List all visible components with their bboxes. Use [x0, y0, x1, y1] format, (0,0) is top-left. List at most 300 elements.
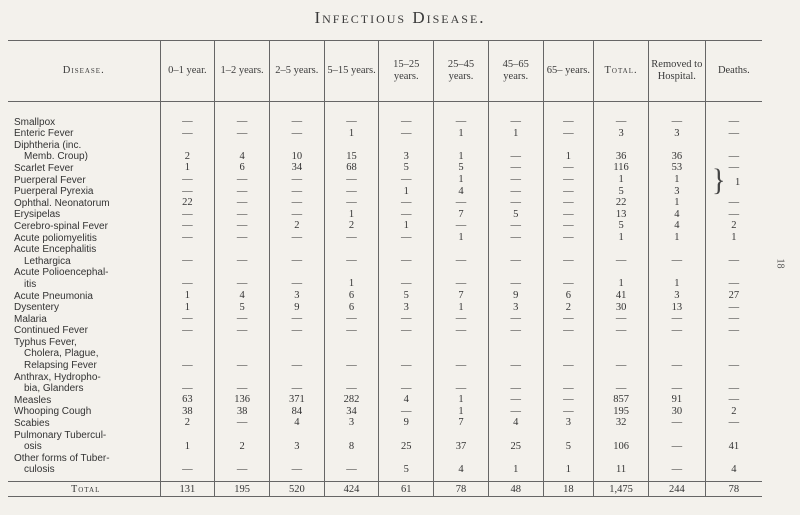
table-cell [594, 267, 649, 279]
table-cell: — [594, 325, 649, 337]
disease-name: Acute Polioencephal- [8, 267, 160, 279]
table-cell: 4 [648, 220, 705, 232]
table-cell: 1 [434, 151, 489, 163]
table-cell: — [543, 406, 594, 418]
table-cell: — [543, 209, 594, 221]
table-cell: — [488, 313, 543, 325]
table-cell: — [269, 128, 324, 140]
table-cell: — [379, 255, 434, 267]
disease-name: Scabies [8, 417, 160, 429]
table-cell [269, 429, 324, 441]
total-label: Total [8, 482, 160, 497]
table-row [8, 371, 762, 383]
table-cell: 1 [731, 231, 737, 243]
table-cell: — [215, 232, 270, 244]
table-cell [648, 139, 705, 151]
table-cell: — [379, 128, 434, 140]
table-cell: — [269, 464, 324, 476]
table-cell: 1 [648, 197, 705, 209]
table-cell: — [543, 359, 594, 371]
disease-name: Cholera, Plague, [8, 348, 160, 360]
table-cell [594, 429, 649, 441]
table-cell: — [215, 209, 270, 221]
table-cell: — [160, 186, 215, 198]
disease-name: Acute poliomyelitis [8, 232, 160, 244]
table-cell: 5 [215, 302, 270, 314]
total-cell: 78 [434, 482, 489, 497]
table-cell: 2 [160, 417, 215, 429]
table-cell: — [324, 197, 379, 209]
disease-name: Puerperal Fever [8, 174, 160, 186]
table-cell: 857 [594, 394, 649, 406]
table-cell [488, 244, 543, 256]
disease-name: Smallpox [8, 116, 160, 128]
table-cell: 4 [648, 209, 705, 221]
table-cell: 5 [434, 162, 489, 174]
table-cell: — [160, 313, 215, 325]
disease-name: itis [8, 278, 160, 290]
table-cell [543, 348, 594, 360]
table-cell: — [488, 116, 543, 128]
table-cell: 41 [594, 290, 649, 302]
disease-name: Other forms of Tuber- [8, 452, 160, 464]
table-cell: — [215, 313, 270, 325]
table-row [8, 452, 762, 464]
puerperal-combined-deaths: 1 [735, 177, 741, 188]
total-cell: 18 [543, 482, 594, 497]
table-cell: 1 [379, 186, 434, 198]
table-cell: — [648, 383, 705, 395]
table-cell: — [434, 197, 489, 209]
table-cell: — [434, 325, 489, 337]
table-cell: 2 [731, 220, 737, 232]
table-cell: 1 [379, 220, 434, 232]
table-cell [705, 267, 762, 279]
table-cell [648, 371, 705, 383]
table-cell: — [324, 325, 379, 337]
table-row [8, 336, 762, 348]
table-cell: 32 [594, 417, 649, 429]
table-cell [324, 429, 379, 441]
table-cell: — [594, 359, 649, 371]
total-cell: 48 [488, 482, 543, 497]
table-cell: — [269, 359, 324, 371]
table-cell: — [215, 278, 270, 290]
table-cell [324, 336, 379, 348]
table-cell: — [543, 220, 594, 232]
table-cell: 4 [379, 394, 434, 406]
table-cell [434, 371, 489, 383]
table-cell: 22 [160, 197, 215, 209]
table-row [8, 313, 762, 325]
table-cell: — [434, 255, 489, 267]
table-cell [543, 336, 594, 348]
table-cell [379, 348, 434, 360]
table-cell [269, 336, 324, 348]
table-cell [594, 244, 649, 256]
table-cell: — [543, 383, 594, 395]
table-cell [324, 348, 379, 360]
column-header: 25–45 years. [434, 41, 489, 102]
table-cell: — [269, 116, 324, 128]
table-cell: 9 [269, 302, 324, 314]
table-cell [594, 336, 649, 348]
column-header: 15–25 years. [379, 41, 434, 102]
table-cell: 3 [379, 302, 434, 314]
table-cell: 1 [648, 278, 705, 290]
table-cell: — [324, 383, 379, 395]
table-cell: — [488, 325, 543, 337]
table-cell [594, 348, 649, 360]
table-cell: 1 [488, 464, 543, 476]
column-header: 0–1 year. [160, 41, 215, 102]
table-cell: 2 [324, 220, 379, 232]
table-cell [379, 371, 434, 383]
table-cell [160, 267, 215, 279]
table-cell: 4 [215, 151, 270, 163]
disease-name: Typhus Fever, [8, 336, 160, 348]
table-cell [648, 452, 705, 464]
table-cell: 3 [269, 441, 324, 453]
table-cell [269, 348, 324, 360]
table-cell: — [324, 464, 379, 476]
table-cell: — [215, 417, 270, 429]
table-cell: — [434, 383, 489, 395]
table-row [8, 116, 762, 128]
table-row [8, 383, 762, 395]
table-cell: 1 [324, 209, 379, 221]
table-cell [160, 244, 215, 256]
table-cell [434, 267, 489, 279]
table-cell: 13 [594, 209, 649, 221]
table-cell: — [488, 383, 543, 395]
table-cell: 91 [648, 394, 705, 406]
total-cell: 131 [160, 482, 215, 497]
table-row [8, 348, 762, 360]
table-cell: 282 [324, 394, 379, 406]
table-cell: — [648, 325, 705, 337]
table-cell: — [215, 325, 270, 337]
table-cell: 8 [324, 441, 379, 453]
table-cell [379, 139, 434, 151]
table-cell: — [543, 278, 594, 290]
table-cell: 1 [160, 302, 215, 314]
table-cell [434, 429, 489, 441]
table-cell: — [269, 232, 324, 244]
column-header: 2–5 years. [269, 41, 324, 102]
table-cell: — [215, 383, 270, 395]
table-cell [543, 452, 594, 464]
table-cell: — [543, 313, 594, 325]
table-row [8, 174, 762, 186]
table-cell: 1 [543, 464, 594, 476]
table-cell: — [728, 127, 740, 139]
table-cell: 1 [324, 128, 379, 140]
table-cell: — [379, 278, 434, 290]
table-cell: — [594, 383, 649, 395]
table-cell: — [488, 278, 543, 290]
table-row [8, 186, 762, 198]
table-cell: 4 [434, 186, 489, 198]
table-cell: — [543, 325, 594, 337]
table-cell: 63 [160, 394, 215, 406]
table-cell: — [215, 464, 270, 476]
table-cell: 4 [731, 463, 737, 475]
table-cell [324, 371, 379, 383]
page-number: 18 [774, 258, 786, 269]
table-cell: 27 [728, 289, 740, 301]
table-cell [215, 244, 270, 256]
disease-name: Acute Pneumonia [8, 290, 160, 302]
table-row [8, 417, 762, 429]
table-cell: — [160, 174, 215, 186]
table-cell: — [488, 220, 543, 232]
table-cell [269, 139, 324, 151]
table-cell: 5 [543, 441, 594, 453]
table-cell: — [728, 394, 740, 406]
table-cell: — [728, 278, 740, 290]
table-cell: 36 [648, 151, 705, 163]
column-header: Removed to Hospital. [648, 41, 705, 102]
table-cell: — [434, 116, 489, 128]
table-row [8, 441, 762, 453]
table-cell: — [379, 116, 434, 128]
table-cell [215, 429, 270, 441]
table-cell: 195 [594, 406, 649, 418]
table-cell: 2 [731, 405, 737, 417]
table-cell: — [379, 197, 434, 209]
table-cell: 4 [215, 290, 270, 302]
column-header: 65– years. [543, 41, 594, 102]
table-cell: 6 [543, 290, 594, 302]
table-cell: — [160, 325, 215, 337]
table-cell: — [379, 406, 434, 418]
disease-name: Erysipelas [8, 209, 160, 221]
table-cell: — [379, 359, 434, 371]
table-cell [648, 336, 705, 348]
table-cell: — [324, 232, 379, 244]
column-header: Total. [594, 41, 649, 102]
table-row [8, 290, 762, 302]
table-cell [215, 139, 270, 151]
table-cell [488, 371, 543, 383]
table-cell: 4 [488, 417, 543, 429]
table-cell: — [648, 417, 705, 429]
table-row [8, 464, 762, 476]
table-cell: 4 [434, 464, 489, 476]
column-header: 5–15 years. [324, 41, 379, 102]
total-cell: 78 [705, 482, 762, 497]
table-cell: — [488, 232, 543, 244]
table-cell: — [269, 255, 324, 267]
total-cell: 195 [215, 482, 270, 497]
disease-name: Pulmonary Tubercul- [8, 429, 160, 441]
table-cell: 1 [434, 406, 489, 418]
table-cell: — [215, 359, 270, 371]
table-cell: 5 [594, 220, 649, 232]
table-cell: — [379, 174, 434, 186]
table-cell: — [379, 325, 434, 337]
table-cell: — [269, 174, 324, 186]
table-cell: 1 [160, 290, 215, 302]
table-cell: 1 [594, 278, 649, 290]
table-cell: — [160, 128, 215, 140]
disease-name: Whooping Cough [8, 406, 160, 418]
table-cell: — [324, 174, 379, 186]
table-cell: 7 [434, 290, 489, 302]
table-cell: 5 [488, 209, 543, 221]
table-cell [488, 267, 543, 279]
table-cell: 9 [379, 417, 434, 429]
table-cell: — [488, 197, 543, 209]
table-cell: — [488, 406, 543, 418]
table-cell [269, 452, 324, 464]
table-cell: 3 [648, 128, 705, 140]
table-cell: 34 [269, 162, 324, 174]
table-cell: — [160, 116, 215, 128]
table-cell: — [160, 220, 215, 232]
table-cell: 15 [324, 151, 379, 163]
table-cell: 2 [215, 441, 270, 453]
header-row [8, 41, 762, 102]
table-cell [160, 139, 215, 151]
disease-name: Relapsing Fever [8, 359, 160, 371]
table-cell: — [434, 359, 489, 371]
table-cell [379, 429, 434, 441]
table-cell: — [728, 150, 740, 162]
table-cell: — [728, 208, 740, 220]
table-cell: 1 [543, 151, 594, 163]
table-cell: — [648, 464, 705, 476]
disease-name: Dysentery [8, 302, 160, 314]
disease-name: Acute Encephalitis [8, 244, 160, 256]
table-cell [705, 139, 762, 151]
disease-name: osis [8, 441, 160, 453]
table-cell: — [379, 313, 434, 325]
table-cell: — [215, 220, 270, 232]
disease-name: Cerebro-spinal Fever [8, 220, 160, 232]
table-cell [705, 371, 762, 383]
table-cell: 136 [215, 394, 270, 406]
table-cell: — [434, 220, 489, 232]
table-row [8, 359, 762, 371]
table-cell: — [160, 255, 215, 267]
table-cell: 68 [324, 162, 379, 174]
table-cell [160, 429, 215, 441]
table-cell [594, 452, 649, 464]
table-cell: 10 [269, 151, 324, 163]
table-cell: 9 [488, 290, 543, 302]
table-cell: 6 [215, 162, 270, 174]
table-cell: 116 [594, 162, 649, 174]
table-cell: 1 [324, 278, 379, 290]
table-cell [379, 336, 434, 348]
table-cell: — [648, 359, 705, 371]
table-cell [543, 139, 594, 151]
table-cell: — [324, 359, 379, 371]
table-cell: 1 [160, 162, 215, 174]
brace-symbol: } [712, 163, 726, 198]
table-cell: — [324, 255, 379, 267]
disease-name: Puerperal Pyrexia [8, 186, 160, 198]
table-row [8, 278, 762, 290]
table-cell: 6 [324, 290, 379, 302]
table-cell: — [728, 313, 740, 325]
table-cell: 1 [488, 128, 543, 140]
table-cell: — [728, 301, 740, 313]
disease-name: bia, Glanders [8, 383, 160, 395]
table-cell [434, 348, 489, 360]
table-cell: — [648, 116, 705, 128]
table-cell: 3 [379, 151, 434, 163]
disease-name: Memb. Croup) [8, 151, 160, 163]
table-cell: — [215, 128, 270, 140]
table-cell [543, 267, 594, 279]
total-cell: 520 [269, 482, 324, 497]
table-cell [488, 348, 543, 360]
column-header: Disease. [8, 41, 160, 102]
table-cell: — [269, 313, 324, 325]
table-cell: — [648, 441, 705, 453]
table-cell: 25 [379, 441, 434, 453]
table-cell [648, 244, 705, 256]
table-cell: — [488, 359, 543, 371]
table-cell: 3 [324, 417, 379, 429]
table-cell [215, 336, 270, 348]
table-cell: — [160, 209, 215, 221]
table-row [8, 220, 762, 232]
table-row [8, 406, 762, 418]
table-cell [594, 371, 649, 383]
table-cell: — [488, 162, 543, 174]
table-cell: — [728, 197, 740, 209]
page-title: Infectious Disease. [314, 8, 486, 27]
table-cell: — [543, 394, 594, 406]
table-cell [160, 452, 215, 464]
table-cell [594, 139, 649, 151]
table-cell: — [594, 255, 649, 267]
table-cell [648, 267, 705, 279]
table-cell: — [728, 382, 740, 394]
table-cell: — [488, 255, 543, 267]
disease-name: Lethargica [8, 255, 160, 267]
table-cell: 1 [594, 174, 649, 186]
table-cell: 7 [434, 209, 489, 221]
table-cell: 3 [269, 290, 324, 302]
table-cell: — [434, 313, 489, 325]
table-cell [160, 371, 215, 383]
table-cell: — [488, 174, 543, 186]
table-cell: 5 [379, 290, 434, 302]
table-cell [705, 452, 762, 464]
table-cell: 1 [434, 174, 489, 186]
table-cell: 30 [648, 406, 705, 418]
total-cell: 424 [324, 482, 379, 497]
table-cell: — [543, 255, 594, 267]
table-cell: — [543, 162, 594, 174]
table-cell: — [594, 116, 649, 128]
table-cell: 38 [160, 406, 215, 418]
table-cell: — [324, 116, 379, 128]
table-row [8, 151, 762, 163]
table-cell: — [543, 232, 594, 244]
table-row [8, 325, 762, 337]
table-cell: 1 [594, 232, 649, 244]
table-cell: — [728, 359, 740, 371]
table-cell: 53 [648, 162, 705, 174]
table-cell: — [215, 255, 270, 267]
table-cell [543, 429, 594, 441]
